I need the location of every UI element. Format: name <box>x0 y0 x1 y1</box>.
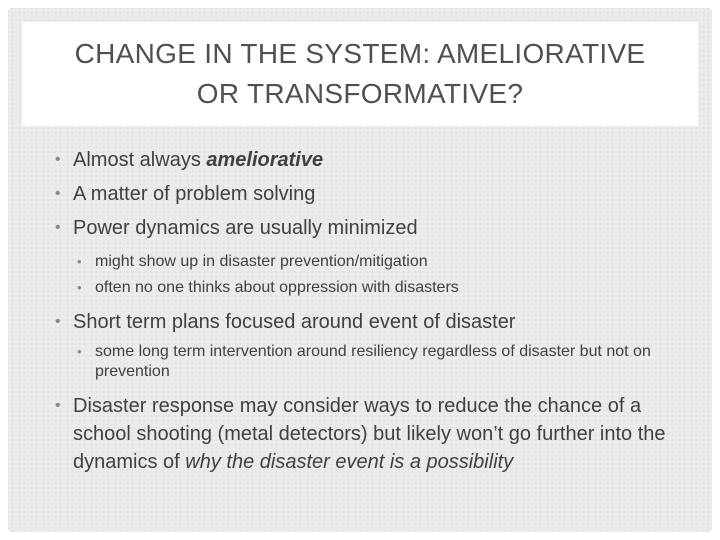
title-line-2: OR TRANSFORMATIVE? <box>196 78 524 109</box>
bullet-text: Power dynamics are usually minimized <box>73 217 418 239</box>
sub-bullet-text: might show up in disaster prevention/mitigation <box>95 253 428 270</box>
sub-bullet-oppression <box>75 278 695 298</box>
bullet-text: Disaster response may consider ways to reduce the chance of a school shooting (metal detectors) but likely won’t go further into the dynamics of <box>73 395 666 473</box>
bullet-italic: why the disaster event is a possibility <box>185 451 514 473</box>
bullet-problem-solving <box>55 180 695 208</box>
slide-title <box>75 34 646 114</box>
bullet-text: A matter of problem solving <box>73 183 316 205</box>
bullet-text: Almost always <box>73 149 207 171</box>
bullet-almost-always <box>55 146 695 174</box>
bullet-power-dynamics <box>55 214 695 242</box>
sub-bullet-resiliency <box>75 342 695 382</box>
sub-bullet-text: some long term intervention around resiliency regardless of disaster but not on prevention <box>95 343 651 380</box>
slide <box>8 8 712 532</box>
sub-bullet-text: often no one thinks about oppression with disasters <box>95 279 459 296</box>
sub-bullet-prevention <box>75 252 695 272</box>
title-line-1: CHANGE IN THE SYSTEM: AMELIORATIVE <box>74 38 646 69</box>
title-box <box>22 22 698 126</box>
bullet-emphasis: ameliorative <box>206 149 324 171</box>
bullet-text: Short term plans focused around event of disaster <box>73 311 516 333</box>
bullet-short-term <box>55 308 695 336</box>
bullet-disaster-response <box>55 392 695 476</box>
bullet-list <box>55 146 695 476</box>
